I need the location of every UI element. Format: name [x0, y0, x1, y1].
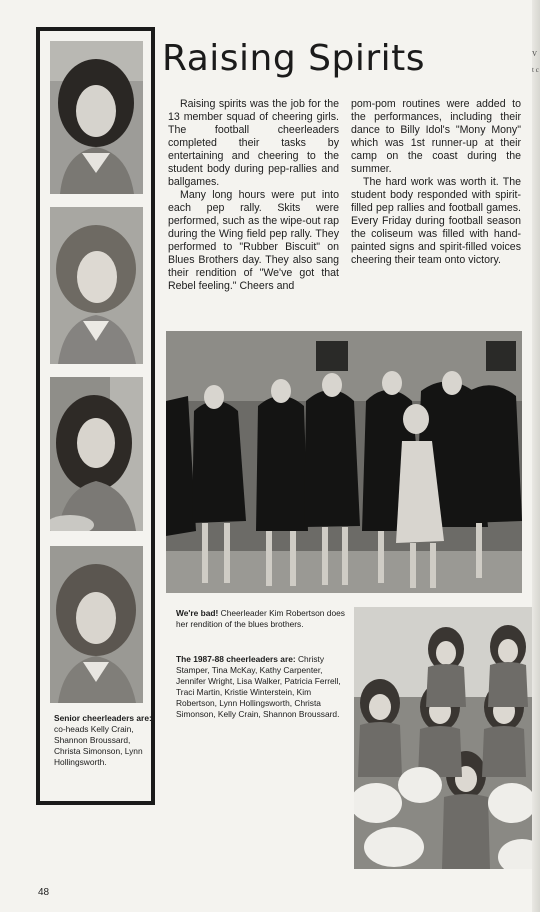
caption-cheerleader-roster — [176, 654, 352, 720]
body-column-2 — [351, 98, 521, 267]
senior-portrait-2 — [50, 207, 143, 364]
body-paragraph: Raising spirits was the job for the 13 member squad of cheering girls. The football cheerleaders completed their tasks by entertaining and cheering to the student body during pep-rallies and ballgames. — [168, 98, 339, 188]
caption-text: Christy Stamper, Tina McKay, Kathy Carpenter, Jennifer Wright, Lisa Walker, Patricia Ferrell, Traci Martin, Kristie Winterstein, Kim Robertson, Lynn Hollingsworth, Christa Simonson, Kelly Crain, Shannon Broussard. — [176, 654, 341, 719]
senior-portrait-4 — [50, 546, 143, 703]
caption-blues-brothers — [176, 608, 352, 630]
senior-caption-lead: Senior cheerleaders are: — [54, 713, 152, 723]
body-paragraph: Many long hours were put into each pep rally. Skits were performed, such as the wipe-out rap during the Wing field pep rally. They performed to "Rubber Biscuit" on Blues Brothers day. They also sang their rendition of "We've got that Rebel feeling." Cheers and — [168, 189, 339, 292]
caption-text: Cheerleader Kim Robertson does her rendition of the blues brothers. — [176, 608, 345, 629]
blues-brothers-photo — [166, 331, 522, 593]
caption-lead: We're bad! — [176, 608, 219, 618]
senior-portrait-3 — [50, 377, 143, 531]
senior-portrait-strip — [36, 27, 155, 805]
adjacent-page-fragment: V t c — [532, 50, 539, 74]
cheerleader-group-photo — [354, 607, 532, 869]
senior-caption — [54, 713, 152, 768]
body-paragraph: pom-pom routines were added to the performances, including their dance to Billy Idol's "Mony Mony" which was 1st runner-up at their camp on the coast during the summer. — [351, 98, 521, 175]
headline: Raising Spirits — [162, 38, 426, 79]
body-paragraph: The hard work was worth it. The student body responded with spirit-filled pep rallies and football games. Every Friday during football season the coliseum was filled with hand-painted signs and spirit-filled voices cheering their team onto victory. — [351, 176, 521, 266]
page-number: 48 — [38, 887, 50, 898]
caption-lead: The 1987-88 cheerleaders are: — [176, 654, 296, 664]
page-edge — [532, 0, 540, 912]
senior-caption-text: co-heads Kelly Crain, Shannon Broussard, Christa Simonson, Lynn Hollingsworth. — [54, 724, 143, 767]
body-column-1 — [168, 98, 339, 293]
senior-portrait-1 — [50, 41, 143, 194]
